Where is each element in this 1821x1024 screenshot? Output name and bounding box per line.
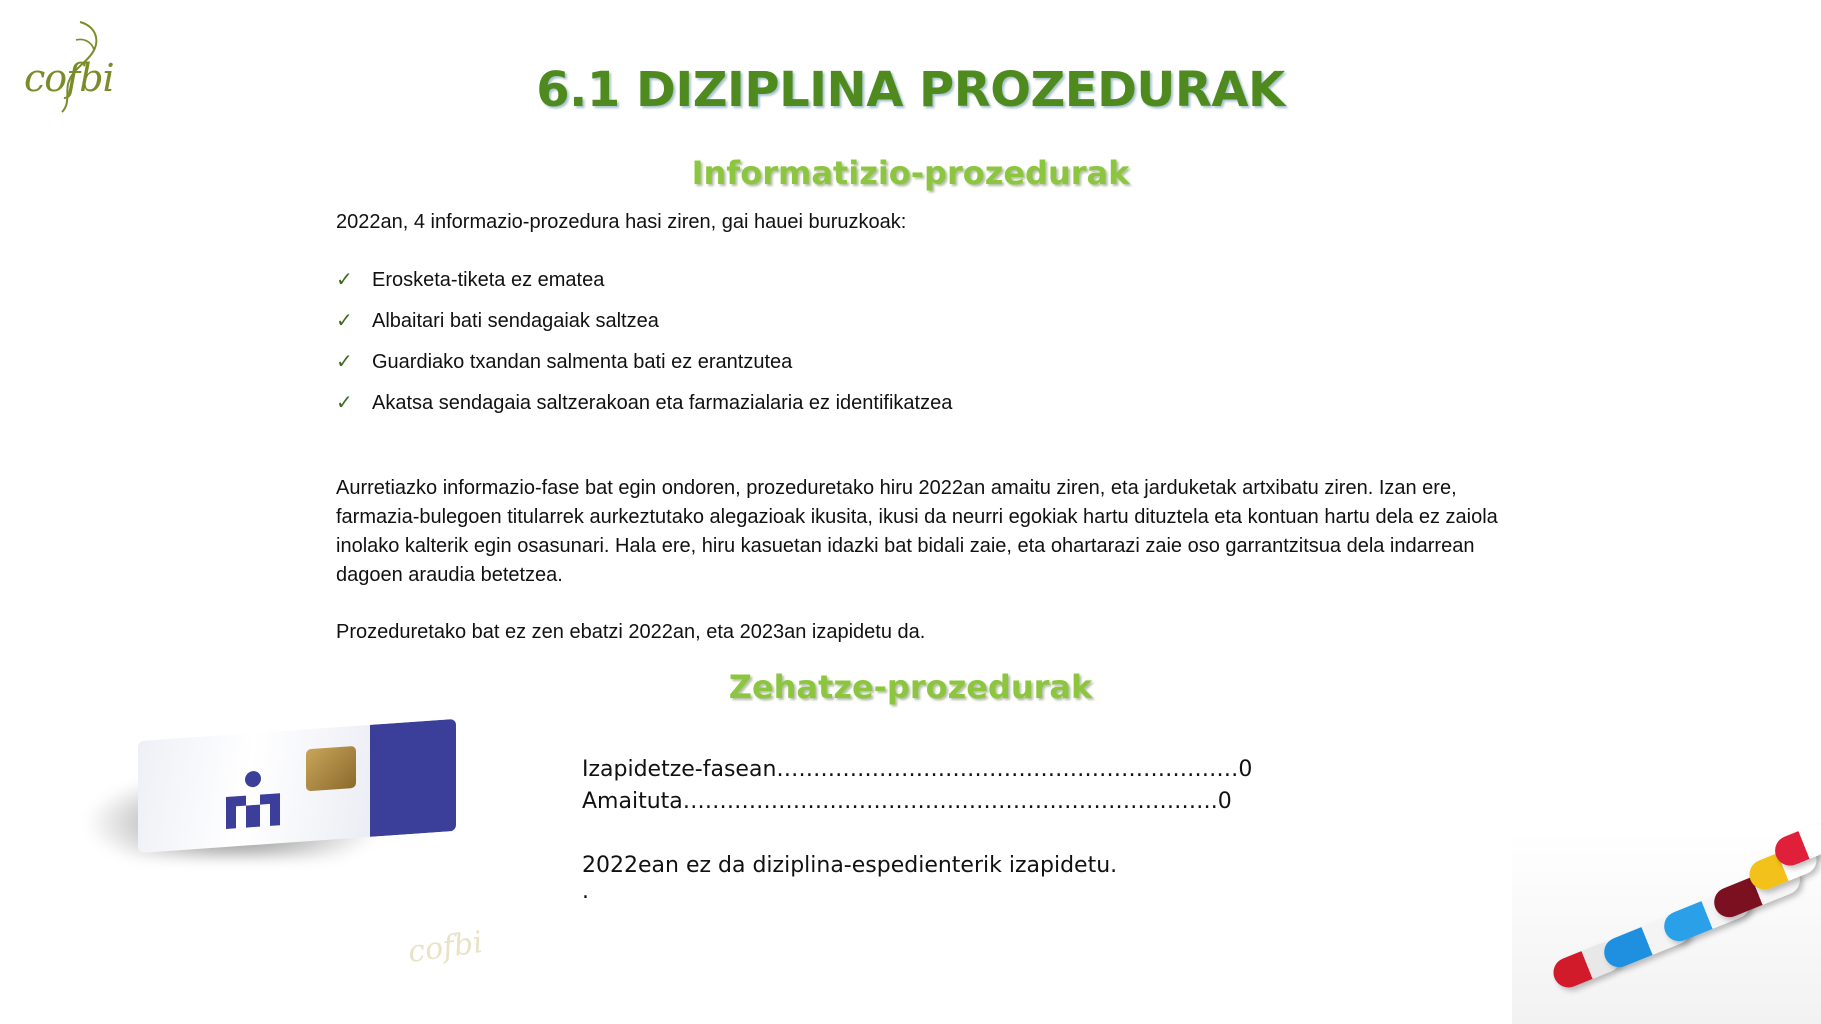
bullet-text: Akatsa sendagaia saltzerakoan eta farmazialaria ez identifikatzea <box>372 392 953 414</box>
bullet-list <box>336 266 952 430</box>
body-paragraph-2: Prozeduretako bat ez zen ebatzi 2022an, eta 2023an izapidetu da. <box>336 621 926 643</box>
stat-value: 0 <box>1217 789 1232 814</box>
pills-image <box>1512 830 1821 1024</box>
card-band <box>370 719 456 837</box>
bullet-text: Albaitari bati sendagaiak saltzea <box>372 310 659 332</box>
check-icon: ✓ <box>336 351 353 373</box>
card-emblem-icon <box>218 763 288 838</box>
stat-value: 0 <box>1238 757 1253 782</box>
health-card-image <box>78 730 400 870</box>
check-icon: ✓ <box>336 269 353 291</box>
stat-leader-dots: ………………………………………………………………. <box>682 789 1218 814</box>
bullet-text: Guardiako txandan salmenta bati ez erantzutea <box>372 351 793 373</box>
list-item <box>336 389 952 430</box>
page-title: 6.1 DIZIPLINA PROZEDURAK <box>536 62 1285 118</box>
stat-label: Izapidetze-fasean <box>582 757 777 782</box>
stat-leader-dots: ……………………………………………………… <box>776 757 1239 782</box>
card-chip <box>306 746 356 791</box>
card-body <box>138 719 456 853</box>
stat-row <box>582 786 1252 818</box>
watermark-logo: cofbi <box>405 924 485 971</box>
body-paragraph: Aurretiazko informazio-fase bat egin ondoren, prozeduretako hiru 2022an amaitu ziren, eta jarduketak artxibatu ziren. Izan ere, farmazia-bulegoen titularrek aurkeztutako alegazioak ikusita, ikusi da neurri egokiak hartu dituztela eta kontuan hartu dela ez zaiola inolako kalterik egin osasunari. Hala ere, hiru kasuetan idazki bat bidali zaie, eta ohartarazi zaie oso garrantzitsua dela indarrean dagoen araudia betetzea. <box>336 477 1498 586</box>
check-icon: ✓ <box>336 392 353 414</box>
intro-text: 2022an, 4 informazio-prozedura hasi ziren, gai hauei buruzkoak: <box>336 211 907 233</box>
list-item <box>336 307 952 348</box>
logo-text: cofbi <box>24 56 114 100</box>
stat-note: 2022ean ez da diziplina-espedienterik izapidetu. <box>582 853 1118 878</box>
section-heading-informatizio: Informatizio-prozedurak <box>691 154 1130 192</box>
section-heading-zehatze: Zehatze-prozedurak <box>728 668 1093 706</box>
check-icon: ✓ <box>336 310 353 332</box>
list-item <box>336 348 952 389</box>
trailing-dot: . <box>582 879 589 904</box>
stat-label: Amaituta <box>582 789 683 814</box>
bullet-text: Erosketa-tiketa ez ematea <box>372 269 605 291</box>
list-item <box>336 266 952 307</box>
stat-row <box>582 754 1252 786</box>
sanction-stats <box>582 754 1253 904</box>
